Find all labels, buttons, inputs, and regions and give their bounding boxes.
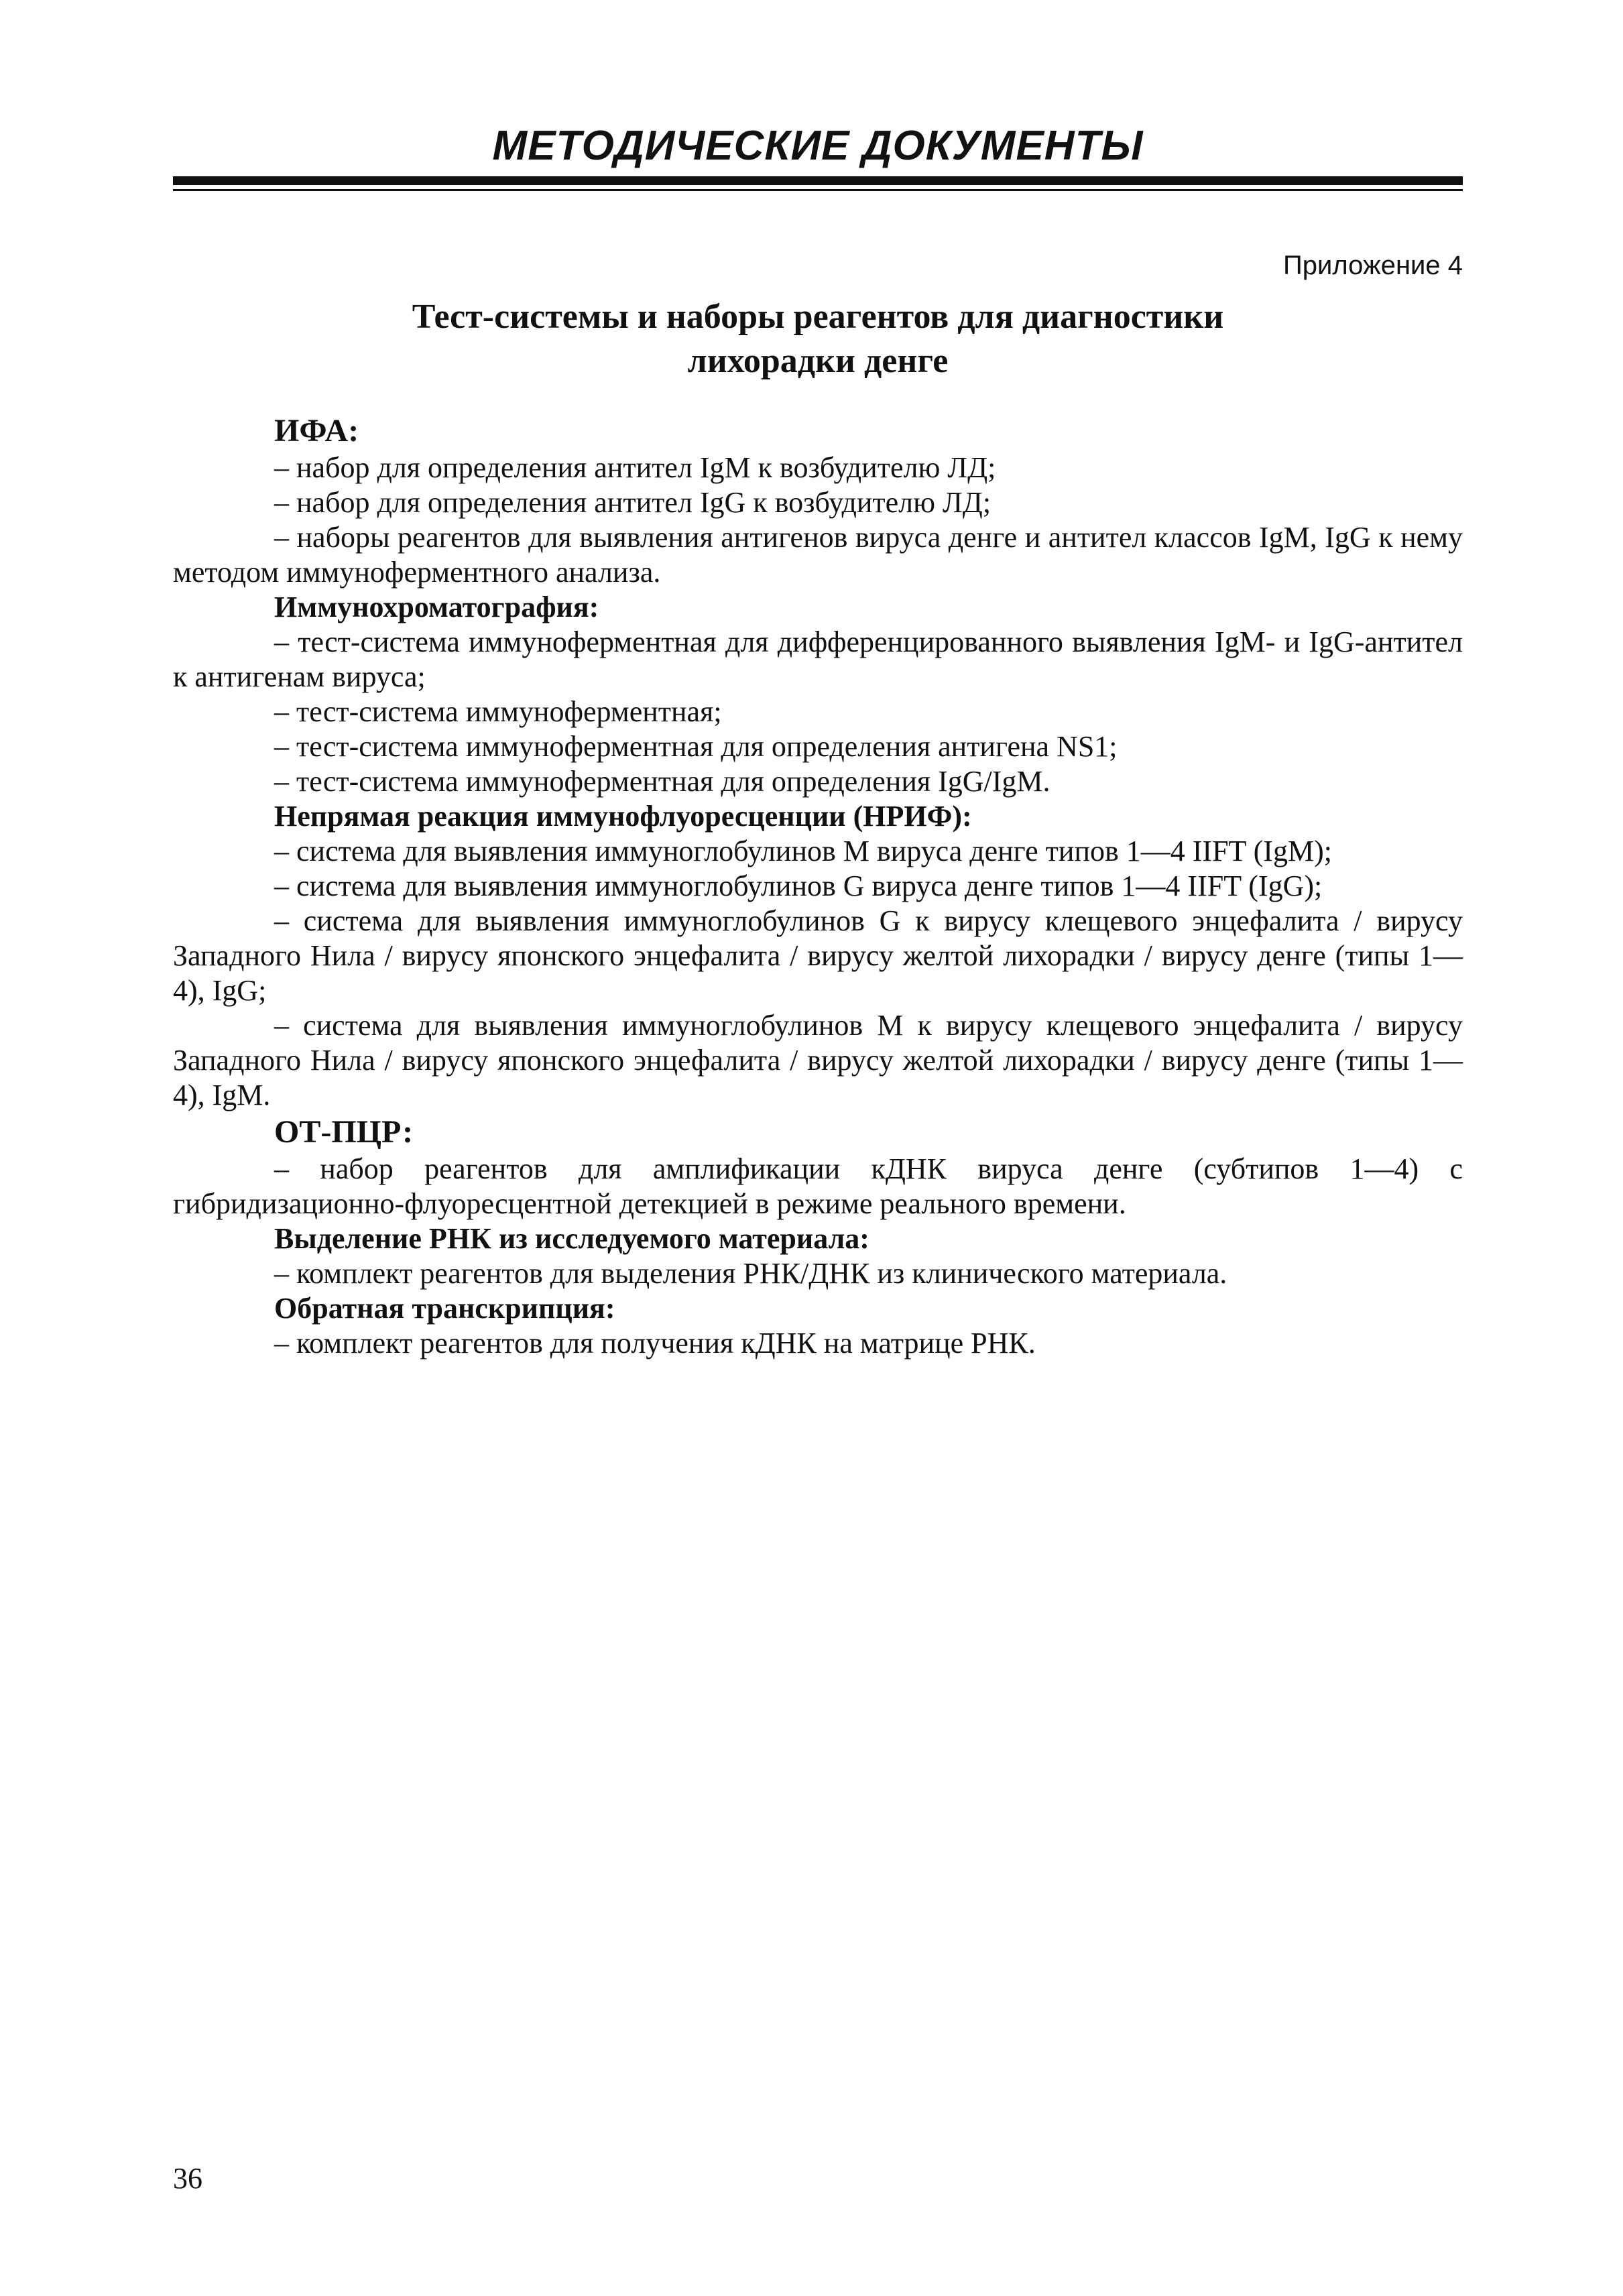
section-heading: ИФА:	[274, 413, 359, 448]
document-title-line-2: лихорадки денге	[687, 342, 949, 380]
document-body	[173, 412, 1463, 1361]
running-header-title: МЕТОДИЧЕСКИЕ ДОКУМЕНТЫ	[492, 123, 1144, 169]
section-heading: ОТ-ПЦР:	[274, 1114, 414, 1150]
list-item: – система для выявления иммуноглобулинов G к вирусу клещевого энцефалита / вирусу Западного Нила / вирусу японского энцефалита / вирусу желтой лихорадки / вирусу денге (типы 1—4), IgG;	[173, 904, 1463, 1007]
list-item: – система для выявления иммуноглобулинов G вируса денге типов 1—4 IIFT (IgG);	[274, 869, 1323, 902]
list-item: – система для выявления иммуноглобулинов М к вирусу клещевого энцефалита / вирусу Западного Нила / вирусу японского энцефалита / вирусу желтой лихорадки / вирусу денге (типы 1—4), IgM.	[173, 1009, 1463, 1111]
list-item: – система для выявления иммуноглобулинов М вируса денге типов 1—4 IIFT (IgM);	[274, 835, 1332, 867]
section-rt-pcr	[173, 1113, 1463, 1221]
appendix-label: Приложение 4	[1283, 251, 1463, 280]
page-number: 36	[173, 2162, 202, 2195]
list-item: – тест-система иммуноферментная для дифференцированного выявления IgM- и IgG-антител к антигенам вируса;	[173, 625, 1463, 693]
list-item: – комплект реагентов для выделения РНК/ДНК из клинического материала.	[274, 1257, 1227, 1290]
list-item: – тест-система иммуноферментная;	[274, 695, 722, 728]
list-item: – тест-система иммуноферментная для определения IgG/IgM.	[274, 765, 1050, 798]
header-rule-thin	[173, 189, 1463, 191]
section-reverse-transcription	[173, 1291, 1463, 1361]
header-rule-thick	[173, 176, 1463, 185]
document-title	[173, 295, 1463, 383]
section-nrif	[173, 799, 1463, 1113]
section-heading: Выделение РНК из исследуемого материала:	[274, 1222, 869, 1255]
section-heading: Непрямая реакция иммунофлуоресценции (НРИФ):	[274, 800, 972, 833]
list-item: – набор для определения антител IgM к возбудителю ЛД;	[274, 451, 996, 484]
section-rna-extraction	[173, 1221, 1463, 1291]
document-title-line-1: Тест-системы и наборы реагентов для диагностики	[412, 298, 1224, 336]
section-heading: Иммунохроматография:	[274, 591, 599, 623]
list-item: – набор для определения антител IgG к возбудителю ЛД;	[274, 486, 991, 519]
list-item: – комплект реагентов для получения кДНК на матрице РНК.	[274, 1327, 1036, 1360]
list-item: – тест-система иммуноферментная для определения антигена NS1;	[274, 730, 1118, 763]
list-item: – набор реагентов для амплификации кДНК вируса денге (субтипов 1—4) с гибридизационно-флуоресцентной детекцией в режиме реального времени.	[173, 1152, 1463, 1220]
section-immunochromatography	[173, 590, 1463, 799]
list-item: – наборы реагентов для выявления антигенов вируса денге и антител классов IgM, IgG к нему методом иммуноферментного анализа.	[173, 521, 1463, 589]
section-ifa	[173, 412, 1463, 590]
section-heading: Обратная транскрипция:	[274, 1292, 615, 1325]
